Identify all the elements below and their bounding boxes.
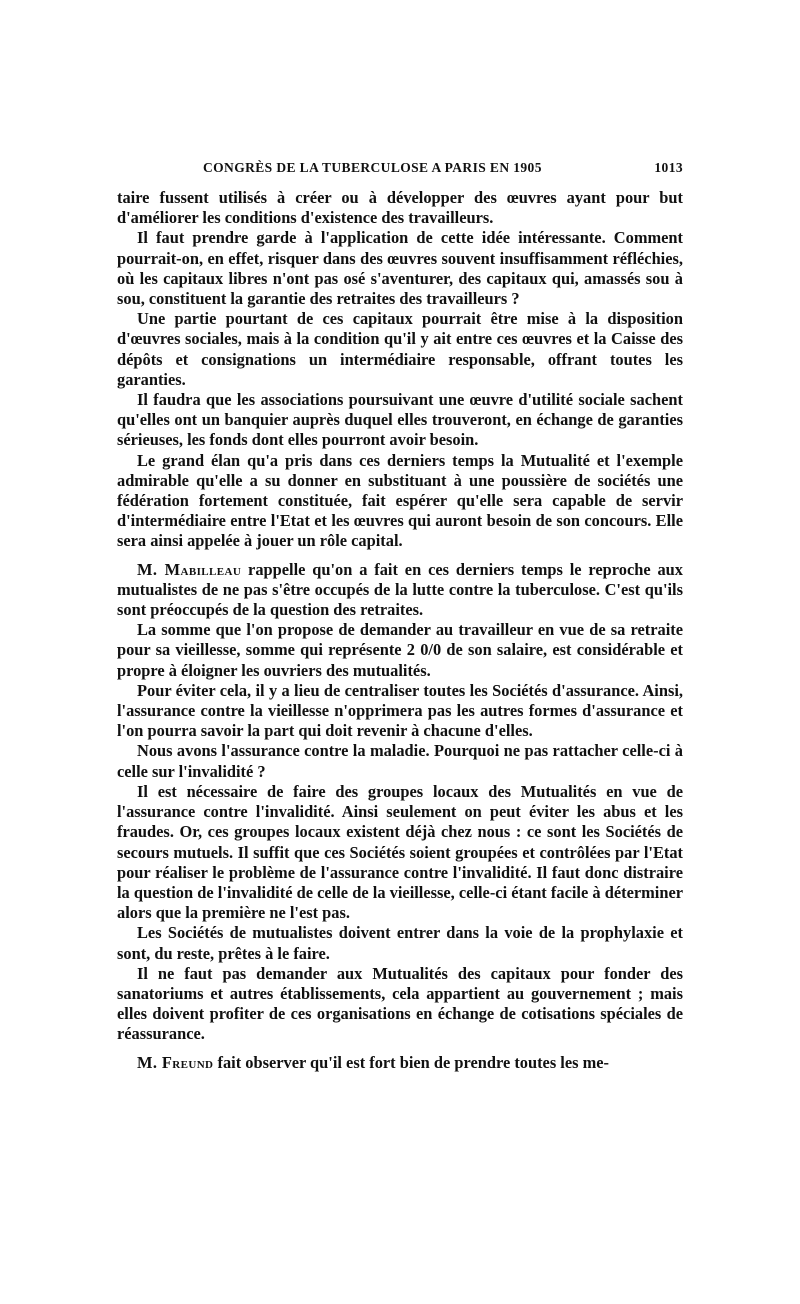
speaker-name: M. Freund (137, 1052, 214, 1072)
page-number: 1013 (654, 160, 683, 175)
paragraph: Il faut prendre garde à l'application de cette idée intéressante. Comment pourrait-on, en effet, risquer dans des œuvres souvent insuffisamment réfléchies, où les capitaux libres n'ont pas osé s'aventurer, des capitaux qui, amassés sou à sou, constituent la garantie des retraites des travailleurs ? (117, 228, 683, 309)
running-title: CONGRÈS DE LA TUBERCULOSE A PARIS EN 1905 (203, 160, 542, 175)
paragraph: Il faudra que les associations poursuivant une œuvre d'utilité sociale sachent qu'elles ont un banquier auprès duquel elles trouveront, en échange de garanties sérieuses, les fonds dont elles pourront avoir besoin. (117, 390, 683, 450)
paragraph: Les Sociétés de mutualistes doivent entrer dans la voie de la prophylaxie et sont, du reste, prêtes à le faire. (117, 923, 683, 963)
document-page (117, 156, 683, 1073)
paragraph: Nous avons l'assurance contre la maladie. Pourquoi ne pas rattacher celle-ci à celle sur l'invalidité ? (117, 741, 683, 781)
body-text (117, 188, 683, 1073)
speaker-name: M. Mabilleau (137, 559, 242, 579)
paragraph: Il est nécessaire de faire des groupes locaux des Mutualités en vue de l'assurance contre l'invalidité. Ainsi seulement on peut éviter les abus et les fraudes. Or, ces groupes locaux existent déjà chez nous : ce sont les Sociétés de secours mutuels. Il suffit que ces Sociétés soient groupées et contrôlées par l'Etat pour réaliser le problème de l'assurance contre l'invalidité. Il faut donc distraire la question de l'invalidité de celle de la vieillesse, celle-ci étant facile à déterminer alors que la première ne l'est pas. (117, 781, 683, 923)
paragraph: La somme que l'on propose de demander au travailleur en vue de sa retraite pour sa vieillesse, somme qui représente 2 0/0 de son salaire, est considérable et propre à éloigner les ouvriers des mutualités. (117, 620, 683, 680)
paragraph: Pour éviter cela, il y a lieu de centraliser toutes les Sociétés d'assurance. Ainsi, l'assurance contre la vieillesse n'opprimera pas les autres formes d'assurance et l'on pourra savoir la part qui doit revenir à chacune d'elles. (117, 680, 683, 741)
paragraph-text: fait observer qu'il est fort bien de prendre toutes les me- (217, 1052, 610, 1072)
paragraph: taire fussent utilisés à créer ou à développer des œuvres ayant pour but d'améliorer les conditions d'existence des travailleurs. (117, 188, 683, 228)
paragraph: Il ne faut pas demander aux Mutualités des capitaux pour fonder des sanatoriums et autres établissements, cela appartient au gouvernement ; mais elles doivent profiter de ces organisations en échange de cotisations spéciales de réassurance. (117, 963, 683, 1044)
paragraph: Une partie pourtant de ces capitaux pourrait être mise à la disposition d'œuvres sociales, mais à la condition qu'il y ait entre ces œuvres et la Caisse des dépôts et consignations un intermédiaire responsable, offrant toutes les garanties. (117, 309, 683, 389)
speaker-paragraph (117, 560, 683, 621)
paragraph-text: rappelle qu'on a fait en ces derniers temps le reproche aux mutualistes de ne pas s'être occupés de la lutte contre la tuberculose. C'est qu'ils sont préoccupés de la question des retraites. (117, 559, 683, 620)
running-header (117, 156, 683, 178)
speaker-paragraph (117, 1053, 683, 1073)
paragraph: Le grand élan qu'a pris dans ces derniers temps la Mutualité et l'exemple admirable qu'elle a su donner en substituant à une poussière de sociétés une fédération fortement constituée, fait espérer qu'elle sera capable de servir d'intermédiaire entre l'Etat et les œuvres qui auront besoin de son concours. Elle sera ainsi appelée à jouer un rôle capital. (117, 450, 683, 551)
